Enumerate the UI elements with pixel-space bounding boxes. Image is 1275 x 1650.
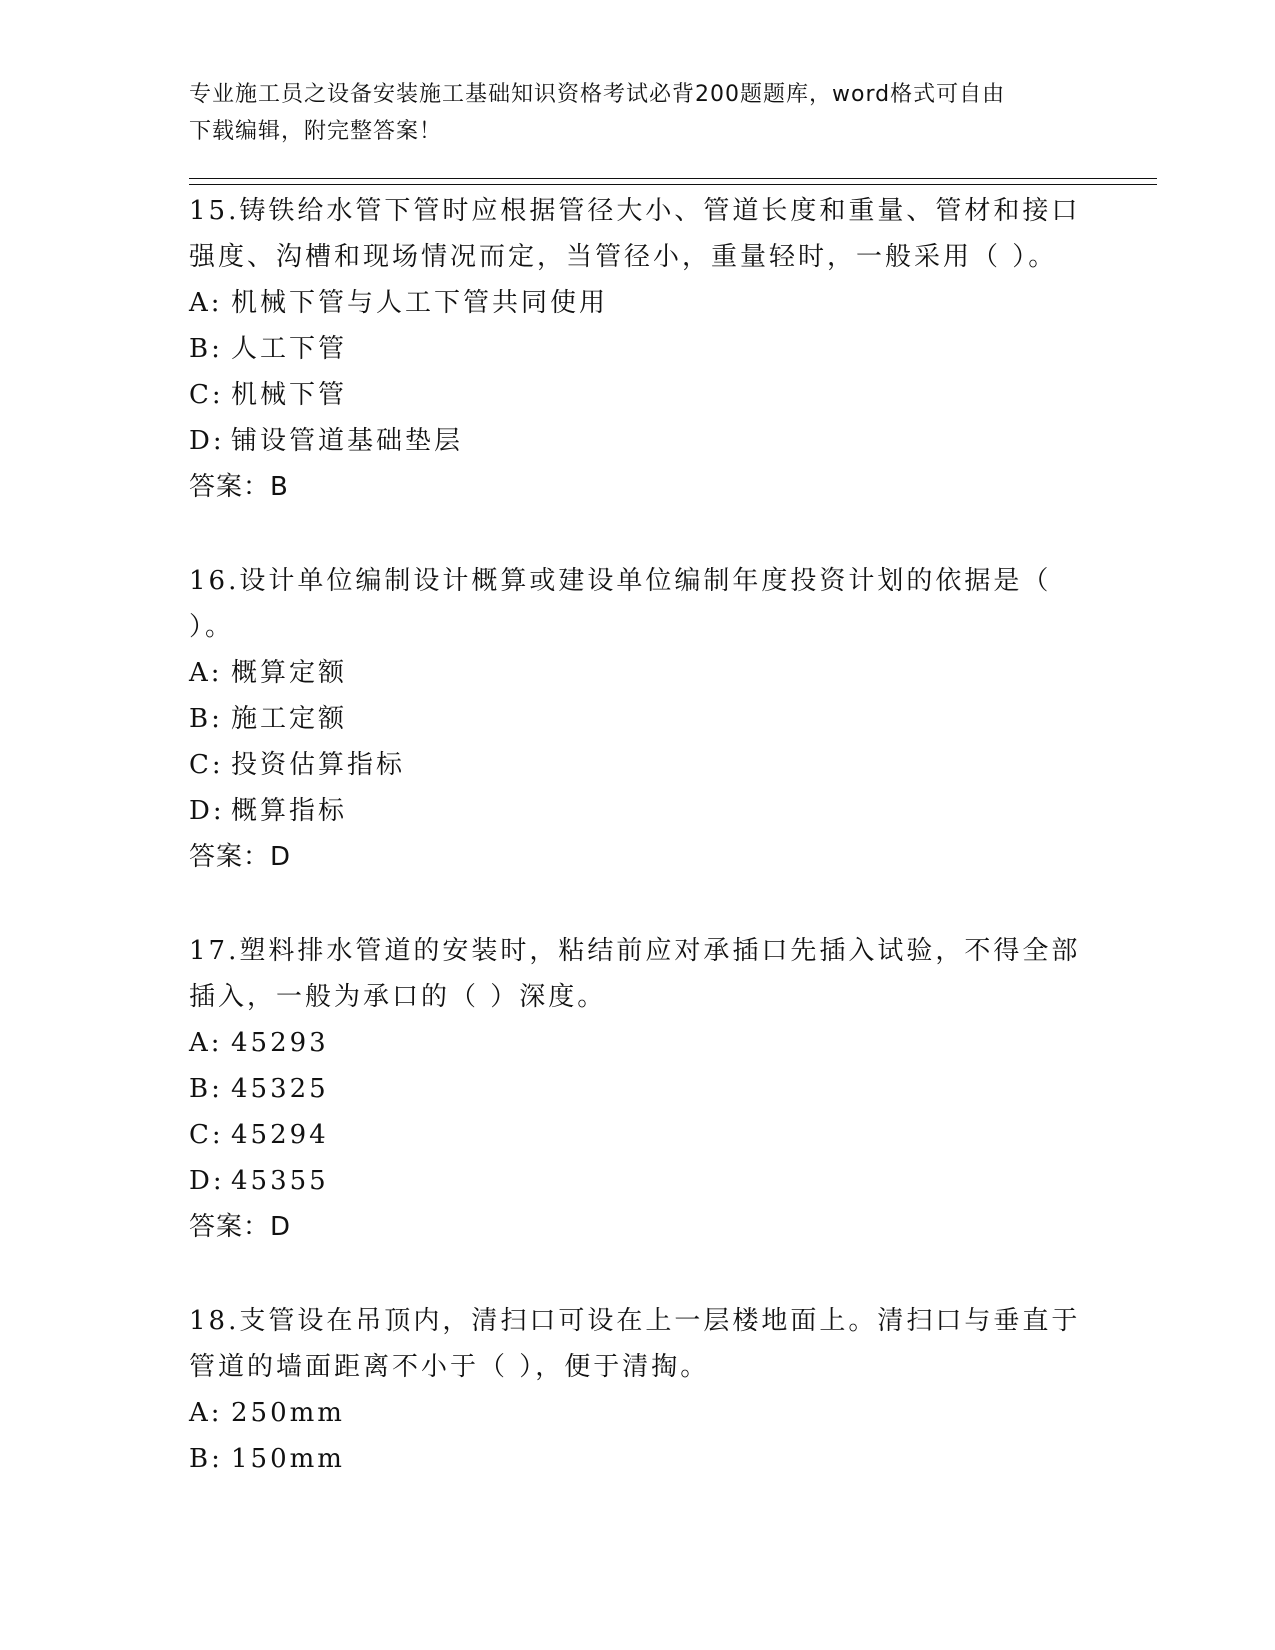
option-text: 45325	[231, 1074, 329, 1104]
option-letter: C:	[189, 1120, 224, 1150]
question-stem-line-1: 17.塑料排水管道的安装时，粘结前应对承插口先插入试验，不得全部	[189, 936, 1081, 966]
option-letter: B:	[189, 1074, 223, 1104]
question-16	[189, 558, 1089, 880]
option-a	[189, 1020, 1089, 1066]
answer-line: 答案：D	[189, 842, 292, 872]
option-text: 概算指标	[231, 796, 348, 826]
option-c	[189, 742, 1089, 788]
question-17	[189, 928, 1089, 1250]
option-text: 45294	[231, 1120, 329, 1150]
option-text: 概算定额	[231, 658, 348, 688]
question-stem-line-2: 强度、沟槽和现场情况而定，当管径小，重量轻时，一般采用（ ）。	[189, 242, 1058, 272]
option-letter: B:	[189, 1444, 223, 1474]
option-c	[189, 372, 1089, 418]
question-list	[189, 188, 1089, 1530]
option-letter: A:	[189, 1028, 223, 1058]
option-c	[189, 1112, 1089, 1158]
option-text: 250mm	[231, 1398, 345, 1428]
question-stem	[189, 188, 1089, 280]
option-letter: C:	[189, 750, 224, 780]
option-letter: C:	[189, 380, 224, 410]
option-text: 45293	[231, 1028, 329, 1058]
option-text: 45355	[231, 1166, 329, 1196]
header-divider-top	[189, 178, 1157, 179]
question-18	[189, 1298, 1089, 1482]
option-text: 投资估算指标	[231, 750, 406, 780]
option-text: 机械下管与人工下管共同使用	[231, 288, 609, 318]
question-stem-line-2: 插入，一般为承口的（ ）深度。	[189, 982, 607, 1012]
question-stem-line-1: 15.铸铁给水管下管时应根据管径大小、管道长度和重量、管材和接口	[189, 196, 1081, 226]
option-text: 机械下管	[231, 380, 348, 410]
question-15	[189, 188, 1089, 510]
option-letter: A:	[189, 288, 223, 318]
option-d	[189, 788, 1089, 834]
option-d	[189, 418, 1089, 464]
option-a	[189, 650, 1089, 696]
option-a	[189, 280, 1089, 326]
answer-line: 答案：B	[189, 472, 289, 502]
option-letter: B:	[189, 704, 223, 734]
header-divider-bottom	[189, 184, 1157, 185]
option-b	[189, 326, 1089, 372]
document-header	[189, 76, 1089, 150]
option-text: 施工定额	[231, 704, 348, 734]
option-text: 铺设管道基础垫层	[231, 426, 464, 456]
option-b	[189, 696, 1089, 742]
answer-line: 答案：D	[189, 1212, 292, 1242]
option-letter: D:	[189, 796, 225, 826]
question-stem	[189, 558, 1089, 650]
option-a	[189, 1390, 1089, 1436]
question-stem	[189, 928, 1089, 1020]
option-letter: D:	[189, 426, 225, 456]
header-line-2: 下载编辑，附完整答案！	[189, 119, 443, 144]
option-letter: A:	[189, 658, 223, 688]
question-stem-line-1: 16.设计单位编制设计概算或建设单位编制年度投资计划的依据是（	[189, 566, 1052, 596]
option-letter: B:	[189, 334, 223, 364]
option-letter: A:	[189, 1398, 223, 1428]
option-b	[189, 1436, 1089, 1482]
header-line-1: 专业施工员之设备安装施工基础知识资格考试必背200题题库，word格式可自由	[189, 82, 1006, 107]
option-text: 150mm	[231, 1444, 345, 1474]
question-stem-line-1: 18.支管设在吊顶内，清扫口可设在上一层楼地面上。清扫口与垂直于	[189, 1306, 1081, 1336]
option-d	[189, 1158, 1089, 1204]
option-text: 人工下管	[231, 334, 348, 364]
option-letter: D:	[189, 1166, 225, 1196]
option-b	[189, 1066, 1089, 1112]
question-stem-line-2: ）。	[189, 612, 235, 642]
question-stem	[189, 1298, 1089, 1390]
question-stem-line-2: 管道的墙面距离不小于（ ），便于清掏。	[189, 1352, 710, 1382]
